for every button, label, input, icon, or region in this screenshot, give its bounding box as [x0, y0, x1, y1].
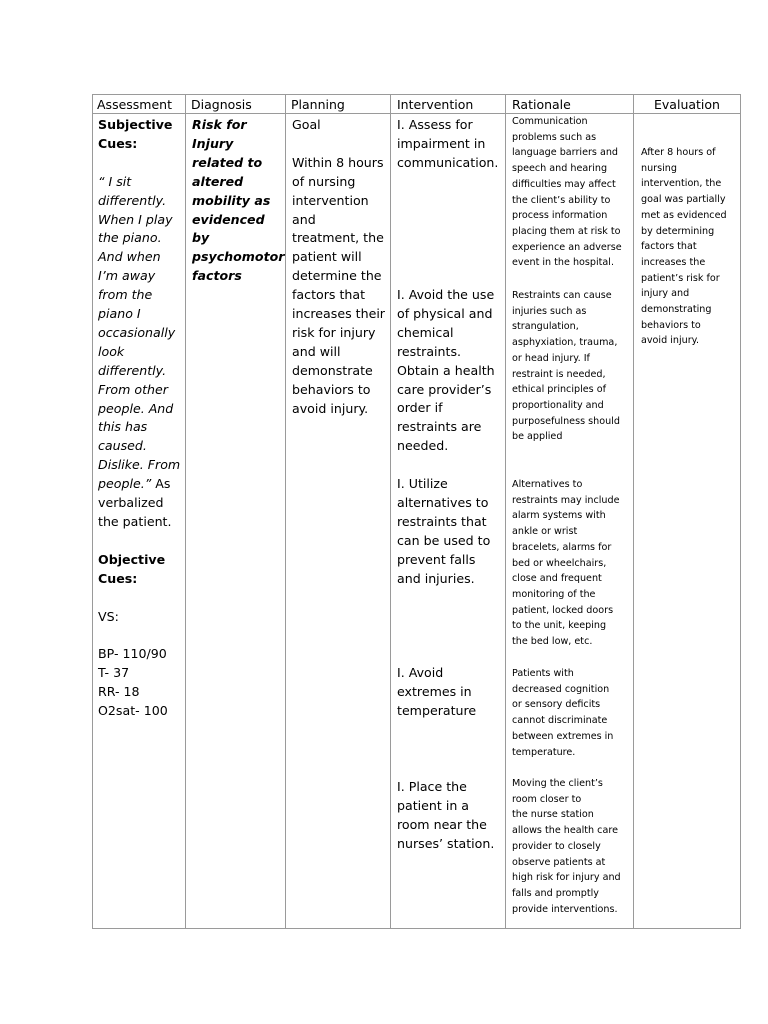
table-border-left	[92, 94, 93, 929]
diagnosis-text: Risk for Injury related to altered mobility as evidenced by psychomotor factors	[192, 117, 285, 284]
assessment-cell	[98, 116, 186, 721]
rationale-5: Moving the client’s room closer to the nurse station allows the health care provider to closely observe patients at high risk for injury and falls and promptly provide interventions.	[512, 778, 621, 915]
goal-text: Within 8 hours of nursing intervention and treatment, the patient will determine the factors that increases their risk for injury and will demonstrate behaviors to avoid injury.	[292, 154, 385, 416]
subjective-cues-heading: Subjective Cues:	[98, 117, 173, 151]
intervention-5: I. Place the patient in a room near the nurses’ station.	[397, 779, 495, 851]
evaluation-text: After 8 hours of nursing intervention, the goal was partially met as evidenced by determining factors that increases the patient’s risk for injury and demonstrating behaviors to avoid injury.	[641, 147, 727, 347]
rationale-3: Alternatives to restraints may include alarm systems with ankle or wrist bracelets, alarms for bed or wheelchairs, close and frequent monitoring of the patient, locked doors to the unit, keeping the bed low, etc.	[512, 479, 620, 648]
rationale-2: Restraints can cause injuries such as strangulation, asphyxiation, trauma, or head injury. If restraint is needed, ethical principles of proportionality and purposefulness should be applied	[512, 290, 620, 443]
respiratory-rate: RR- 18	[98, 684, 140, 700]
header-diagnosis: Diagnosis	[191, 97, 252, 112]
objective-cues-heading: Objective Cues:	[98, 551, 166, 586]
column-divider	[285, 94, 286, 929]
temperature: T- 37	[98, 665, 130, 681]
header-rationale: Rationale	[512, 97, 571, 112]
spacer	[98, 532, 186, 551]
rationale-4: Patients with decreased cognition or sensory deficits cannot discriminate between extremes in temperature.	[512, 668, 614, 758]
blood-pressure: BP- 110/90	[98, 646, 167, 662]
spacer	[98, 589, 186, 608]
patient-quote: “ I sit differently. When I play the piano. And when I’m away from the piano I occasionally look differently. From other people. And this has caused. Dislike. From people.”	[98, 173, 181, 492]
spacer	[98, 626, 186, 645]
intervention-4: I. Avoid extremes in temperature	[397, 665, 477, 718]
planning-cell	[292, 116, 394, 418]
table-border-bottom	[92, 928, 741, 929]
goal-label: Goal	[292, 117, 321, 132]
spacer	[292, 135, 394, 154]
header-evaluation: Evaluation	[654, 97, 720, 112]
header-intervention: Intervention	[397, 97, 474, 112]
oxygen-saturation: O2sat- 100	[98, 703, 168, 719]
intervention-1: I. Assess for impairment in communication.	[397, 117, 499, 170]
intervention-3: I. Utilize alternatives to restraints that can be used to prevent falls and injuries.	[397, 476, 491, 586]
spacer	[98, 154, 186, 173]
vital-signs-label: VS:	[98, 608, 119, 624]
rationale-1: Communication problems such as language barriers and speech and hearing difficulties may affect the client’s ability to process information placing them at risk to experience an adverse event in the hospital.	[512, 116, 622, 269]
intervention-2: I. Avoid the use of physical and chemical restraints. Obtain a health care provider’s order if restraints are needed.	[397, 287, 495, 454]
header-planning: Planning	[291, 97, 345, 112]
header-assessment: Assessment	[97, 97, 172, 112]
verbalized-note: As verbalized the patient.	[98, 476, 172, 530]
table-border-right	[740, 94, 741, 929]
